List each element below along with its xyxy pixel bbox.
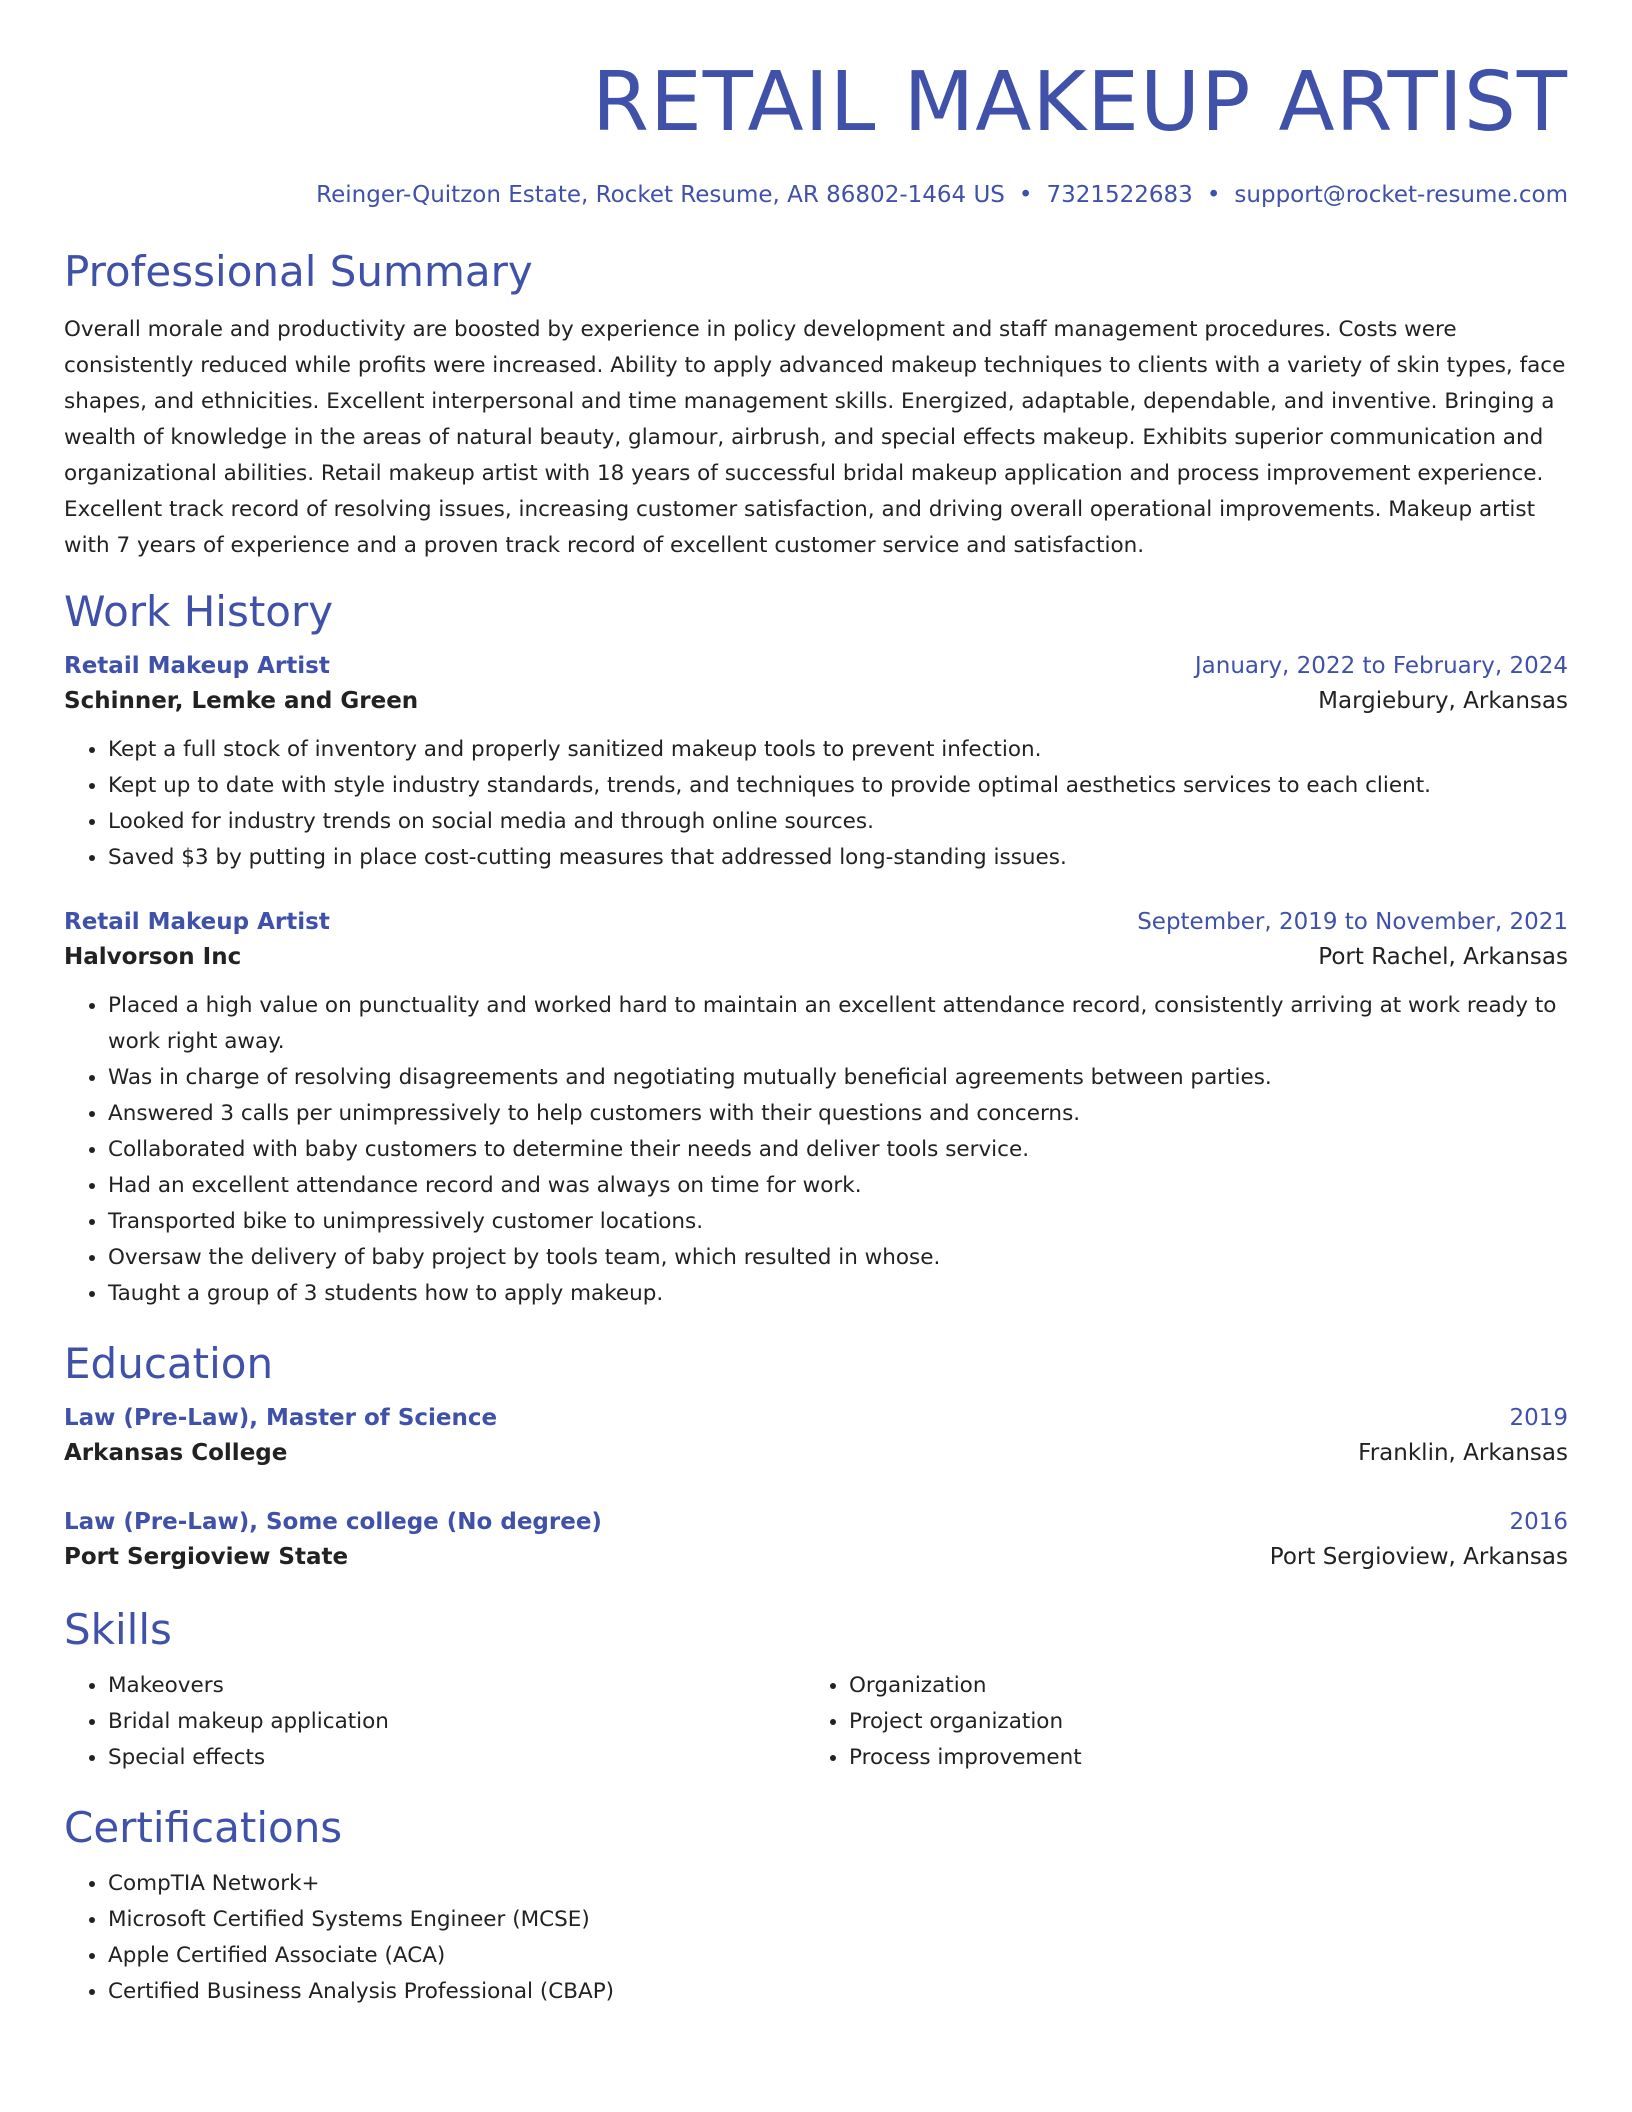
- list-item: • Oversaw the delivery of baby project by tools team, which resulted in whose.: [108, 1240, 1568, 1276]
- job-dates: September, 2019 to November, 2021: [1137, 909, 1568, 935]
- skills-column-left: [64, 1668, 805, 1776]
- job-title: Retail Makeup Artist: [64, 909, 330, 935]
- list-item: • Transported bike to unimpressively customer locations.: [108, 1204, 1568, 1240]
- certification-item: • Microsoft Certified Systems Engineer (MCSE): [108, 1902, 1568, 1938]
- skills-grid: [64, 1668, 1568, 1776]
- job-bullets: [64, 988, 1568, 1312]
- job-company: Schinner, Lemke and Green: [64, 688, 419, 714]
- education-degree: Law (Pre-Law), Some college (No degree): [64, 1509, 602, 1535]
- skill-item: • Project organization: [849, 1704, 1546, 1740]
- education-heading: Education: [64, 1339, 274, 1388]
- education-school: Arkansas College: [64, 1440, 288, 1466]
- list-item: • Collaborated with baby customers to determine their needs and deliver tools service.: [108, 1132, 1568, 1168]
- work-history-heading: Work History: [64, 587, 334, 636]
- skill-item: • Special effects: [108, 1740, 805, 1776]
- certification-item: • Certified Business Analysis Professional (CBAP): [108, 1974, 1568, 2010]
- certification-item: • CompTIA Network+: [108, 1866, 1568, 1902]
- education-year: 2016: [1509, 1509, 1568, 1535]
- education-year: 2019: [1509, 1405, 1568, 1431]
- certifications-heading: Certifications: [64, 1803, 343, 1852]
- list-item: • Was in charge of resolving disagreements and negotiating mutually beneficial agreements between parties.: [108, 1060, 1568, 1096]
- job-bullets: [64, 732, 1568, 876]
- list-item: • Taught a group of 3 students how to apply makeup.: [108, 1276, 1568, 1312]
- resume-title: RETAIL MAKEUP ARTIST: [591, 55, 1568, 150]
- contact-phone: 7321522683: [1046, 182, 1193, 208]
- certifications-list: [64, 1866, 1568, 2010]
- job-header-row: [64, 906, 1568, 938]
- education-school: Port Sergioview State: [64, 1544, 349, 1570]
- education-school-row: [64, 1538, 1568, 1576]
- list-item: • Answered 3 calls per unimpressively to help customers with their questions and concerns.: [108, 1096, 1568, 1132]
- list-item: • Saved $3 by putting in place cost-cutting measures that addressed long-standing issues.: [108, 840, 1568, 876]
- job-title: Retail Makeup Artist: [64, 653, 330, 679]
- job-entry: [64, 650, 1568, 876]
- education-entry: [64, 1506, 1568, 1576]
- skill-item: • Makeovers: [108, 1668, 805, 1704]
- skill-item: • Process improvement: [849, 1740, 1546, 1776]
- separator-dot: •: [1206, 182, 1221, 208]
- education-header-row: [64, 1506, 1568, 1538]
- separator-dot: •: [1018, 182, 1033, 208]
- education-location: Port Sergioview, Arkansas: [1269, 1544, 1568, 1570]
- education-school-row: [64, 1434, 1568, 1472]
- job-company: Halvorson Inc: [64, 944, 242, 970]
- education-entry: [64, 1402, 1568, 1472]
- list-item: • Placed a high value on punctuality and worked hard to maintain an excellent attendance record, consistently arriving at work ready to work right away.: [108, 988, 1568, 1060]
- summary-text: Overall morale and productivity are boosted by experience in policy development and staff management procedures. Costs were consistently reduced while profits were increased. Ability to apply advanced makeup techniques to clients with a variety of skin types, face shapes, and ethnicities. Excellent interpersonal and time management skills. Energized, adaptable, dependable, and inventive. Bringing a wealth of knowledge in the areas of natural beauty, glamour, airbrush, and special effects makeup. Exhibits superior communication and organizational abilities. Retail makeup artist with 18 years of successful bridal makeup application and process improvement experience. Excellent track record of resolving issues, increasing customer satisfaction, and driving overall operational improvements. Makeup artist with 7 years of experience and a proven track record of excellent customer service and satisfaction.: [64, 317, 1566, 558]
- education-degree: Law (Pre-Law), Master of Science: [64, 1405, 498, 1431]
- skill-item: • Bridal makeup application: [108, 1704, 805, 1740]
- job-header-row: [64, 650, 1568, 682]
- job-entry: [64, 906, 1568, 1312]
- education-location: Franklin, Arkansas: [1358, 1440, 1568, 1466]
- list-item: • Had an excellent attendance record and was always on time for work.: [108, 1168, 1568, 1204]
- skills-heading: Skills: [64, 1605, 172, 1654]
- skill-item: • Organization: [849, 1668, 1546, 1704]
- job-location: Margiebury, Arkansas: [1318, 688, 1568, 714]
- certification-item: • Apple Certified Associate (ACA): [108, 1938, 1568, 1974]
- list-item: • Kept up to date with style industry standards, trends, and techniques to provide optimal aesthetics services to each client.: [108, 768, 1568, 804]
- job-location: Port Rachel, Arkansas: [1318, 944, 1568, 970]
- contact-address: Reinger-Quitzon Estate, Rocket Resume, AR 86802-1464 US: [316, 182, 1005, 208]
- list-item: • Kept a full stock of inventory and properly sanitized makeup tools to prevent infection.: [108, 732, 1568, 768]
- job-dates: January, 2022 to February, 2024: [1194, 653, 1568, 679]
- skills-column-right: [805, 1668, 1546, 1776]
- summary-heading: Professional Summary: [64, 247, 533, 296]
- contact-line: [64, 180, 1568, 210]
- list-item: • Looked for industry trends on social media and through online sources.: [108, 804, 1568, 840]
- job-company-row: [64, 938, 1568, 976]
- education-header-row: [64, 1402, 1568, 1434]
- contact-email: support@rocket-resume.com: [1234, 182, 1568, 208]
- job-company-row: [64, 682, 1568, 720]
